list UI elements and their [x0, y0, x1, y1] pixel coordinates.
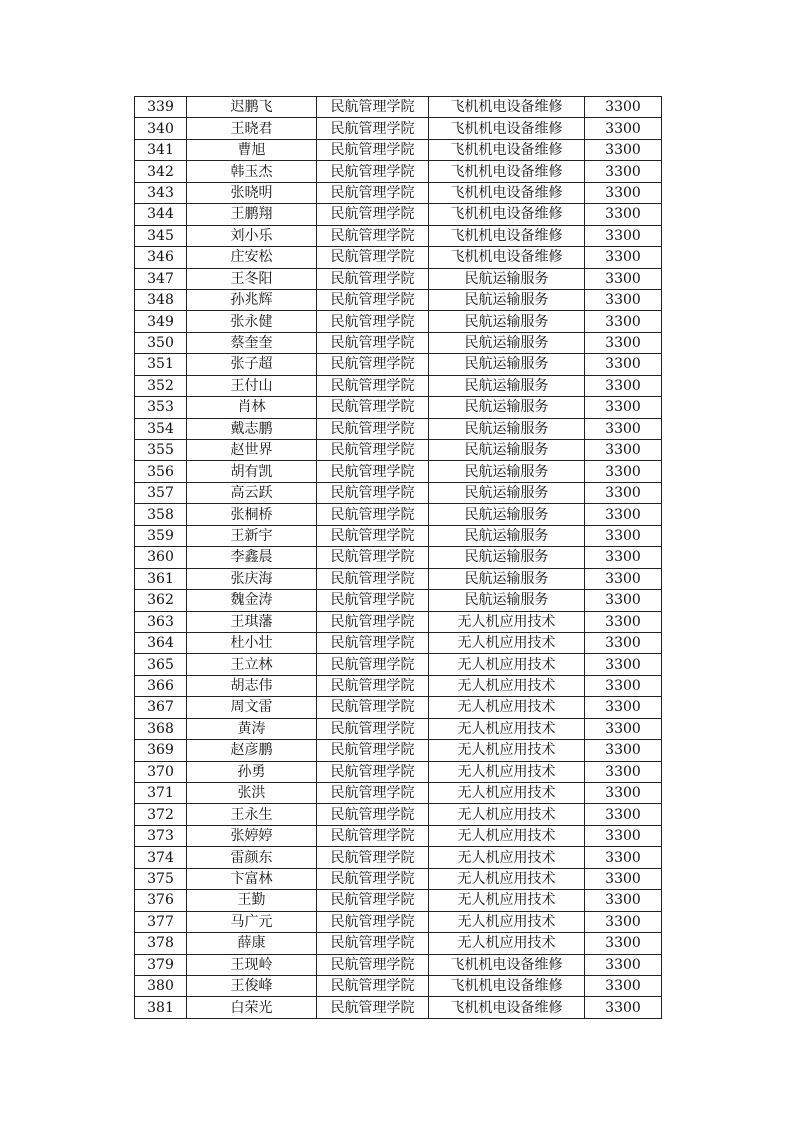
- major-cell: 无人机应用技术: [429, 740, 585, 761]
- major-cell: 飞机机电设备维修: [429, 97, 585, 118]
- college-cell: 民航管理学院: [317, 289, 429, 310]
- amount-cell: 3300: [585, 911, 662, 932]
- amount-cell: 3300: [585, 697, 662, 718]
- table-row: [135, 590, 662, 611]
- name-cell: 王俊峰: [187, 975, 317, 996]
- college-cell: 民航管理学院: [317, 632, 429, 653]
- college-cell: 民航管理学院: [317, 97, 429, 118]
- name-cell: 王琪藩: [187, 611, 317, 632]
- name-cell: 刘小乐: [187, 225, 317, 246]
- college-cell: 民航管理学院: [317, 825, 429, 846]
- row-number-cell: 365: [135, 654, 187, 675]
- college-cell: 民航管理学院: [317, 675, 429, 696]
- table-row: [135, 933, 662, 954]
- table-row: [135, 804, 662, 825]
- major-cell: 民航运输服务: [429, 354, 585, 375]
- name-cell: 李鑫晨: [187, 547, 317, 568]
- row-number-cell: 376: [135, 890, 187, 911]
- row-number-cell: 363: [135, 611, 187, 632]
- college-cell: 民航管理学院: [317, 697, 429, 718]
- college-cell: 民航管理学院: [317, 847, 429, 868]
- amount-cell: 3300: [585, 332, 662, 353]
- row-number-cell: 350: [135, 332, 187, 353]
- amount-cell: 3300: [585, 783, 662, 804]
- college-cell: 民航管理学院: [317, 482, 429, 503]
- major-cell: 无人机应用技术: [429, 783, 585, 804]
- table-row: [135, 611, 662, 632]
- major-cell: 无人机应用技术: [429, 632, 585, 653]
- college-cell: 民航管理学院: [317, 225, 429, 246]
- table-row: [135, 375, 662, 396]
- table-row: [135, 204, 662, 225]
- row-number-cell: 348: [135, 289, 187, 310]
- row-number-cell: 345: [135, 225, 187, 246]
- major-cell: 民航运输服务: [429, 440, 585, 461]
- college-cell: 民航管理学院: [317, 954, 429, 975]
- college-cell: 民航管理学院: [317, 440, 429, 461]
- amount-cell: 3300: [585, 440, 662, 461]
- row-number-cell: 342: [135, 161, 187, 182]
- row-number-cell: 343: [135, 182, 187, 203]
- amount-cell: 3300: [585, 761, 662, 782]
- amount-cell: 3300: [585, 225, 662, 246]
- college-cell: 民航管理学院: [317, 740, 429, 761]
- table-row: [135, 418, 662, 439]
- table-row: [135, 482, 662, 503]
- amount-cell: 3300: [585, 740, 662, 761]
- row-number-cell: 361: [135, 568, 187, 589]
- table-row: [135, 247, 662, 268]
- table-row: [135, 718, 662, 739]
- table-row: [135, 354, 662, 375]
- name-cell: 王勤: [187, 890, 317, 911]
- table-row: [135, 182, 662, 203]
- major-cell: 民航运输服务: [429, 590, 585, 611]
- college-cell: 民航管理学院: [317, 247, 429, 268]
- row-number-cell: 370: [135, 761, 187, 782]
- amount-cell: 3300: [585, 461, 662, 482]
- college-cell: 民航管理学院: [317, 311, 429, 332]
- row-number-cell: 378: [135, 933, 187, 954]
- amount-cell: 3300: [585, 247, 662, 268]
- roster-table: [134, 96, 662, 1019]
- table-row: [135, 654, 662, 675]
- major-cell: 飞机机电设备维修: [429, 954, 585, 975]
- name-cell: 薛康: [187, 933, 317, 954]
- major-cell: 民航运输服务: [429, 482, 585, 503]
- name-cell: 王永生: [187, 804, 317, 825]
- amount-cell: 3300: [585, 504, 662, 525]
- amount-cell: 3300: [585, 868, 662, 889]
- college-cell: 民航管理学院: [317, 118, 429, 139]
- name-cell: 王冬阳: [187, 268, 317, 289]
- college-cell: 民航管理学院: [317, 504, 429, 525]
- major-cell: 无人机应用技术: [429, 611, 585, 632]
- major-cell: 无人机应用技术: [429, 868, 585, 889]
- college-cell: 民航管理学院: [317, 654, 429, 675]
- table-row: [135, 911, 662, 932]
- name-cell: 胡志伟: [187, 675, 317, 696]
- row-number-cell: 346: [135, 247, 187, 268]
- college-cell: 民航管理学院: [317, 161, 429, 182]
- name-cell: 张洪: [187, 783, 317, 804]
- amount-cell: 3300: [585, 825, 662, 846]
- name-cell: 孙勇: [187, 761, 317, 782]
- major-cell: 无人机应用技术: [429, 761, 585, 782]
- table-row: [135, 268, 662, 289]
- name-cell: 周文雷: [187, 697, 317, 718]
- amount-cell: 3300: [585, 97, 662, 118]
- major-cell: 飞机机电设备维修: [429, 247, 585, 268]
- amount-cell: 3300: [585, 611, 662, 632]
- name-cell: 张永健: [187, 311, 317, 332]
- major-cell: 无人机应用技术: [429, 825, 585, 846]
- row-number-cell: 340: [135, 118, 187, 139]
- amount-cell: 3300: [585, 804, 662, 825]
- major-cell: 民航运输服务: [429, 461, 585, 482]
- college-cell: 民航管理学院: [317, 568, 429, 589]
- amount-cell: 3300: [585, 139, 662, 160]
- row-number-cell: 368: [135, 718, 187, 739]
- table-row: [135, 461, 662, 482]
- major-cell: 民航运输服务: [429, 311, 585, 332]
- table-row: [135, 289, 662, 310]
- college-cell: 民航管理学院: [317, 525, 429, 546]
- major-cell: 民航运输服务: [429, 289, 585, 310]
- row-number-cell: 374: [135, 847, 187, 868]
- college-cell: 民航管理学院: [317, 182, 429, 203]
- name-cell: 张晓明: [187, 182, 317, 203]
- college-cell: 民航管理学院: [317, 375, 429, 396]
- major-cell: 民航运输服务: [429, 547, 585, 568]
- row-number-cell: 375: [135, 868, 187, 889]
- amount-cell: 3300: [585, 418, 662, 439]
- name-cell: 赵彦鹏: [187, 740, 317, 761]
- major-cell: 飞机机电设备维修: [429, 161, 585, 182]
- table-row: [135, 568, 662, 589]
- college-cell: 民航管理学院: [317, 997, 429, 1018]
- major-cell: 飞机机电设备维修: [429, 975, 585, 996]
- row-number-cell: 358: [135, 504, 187, 525]
- table-row: [135, 139, 662, 160]
- row-number-cell: 373: [135, 825, 187, 846]
- name-cell: 王立林: [187, 654, 317, 675]
- amount-cell: 3300: [585, 397, 662, 418]
- college-cell: 民航管理学院: [317, 890, 429, 911]
- amount-cell: 3300: [585, 654, 662, 675]
- name-cell: 王新宇: [187, 525, 317, 546]
- college-cell: 民航管理学院: [317, 332, 429, 353]
- row-number-cell: 341: [135, 139, 187, 160]
- table-row: [135, 97, 662, 118]
- row-number-cell: 377: [135, 911, 187, 932]
- amount-cell: 3300: [585, 568, 662, 589]
- major-cell: 无人机应用技术: [429, 847, 585, 868]
- table-row: [135, 847, 662, 868]
- table-row: [135, 825, 662, 846]
- name-cell: 张子超: [187, 354, 317, 375]
- major-cell: 无人机应用技术: [429, 933, 585, 954]
- name-cell: 孙兆辉: [187, 289, 317, 310]
- table-row: [135, 761, 662, 782]
- college-cell: 民航管理学院: [317, 547, 429, 568]
- row-number-cell: 362: [135, 590, 187, 611]
- name-cell: 高云跃: [187, 482, 317, 503]
- name-cell: 白荣光: [187, 997, 317, 1018]
- college-cell: 民航管理学院: [317, 461, 429, 482]
- college-cell: 民航管理学院: [317, 397, 429, 418]
- major-cell: 无人机应用技术: [429, 654, 585, 675]
- major-cell: 无人机应用技术: [429, 675, 585, 696]
- major-cell: 无人机应用技术: [429, 718, 585, 739]
- amount-cell: 3300: [585, 354, 662, 375]
- table-row: [135, 504, 662, 525]
- row-number-cell: 359: [135, 525, 187, 546]
- table-row: [135, 332, 662, 353]
- row-number-cell: 349: [135, 311, 187, 332]
- major-cell: 飞机机电设备维修: [429, 118, 585, 139]
- college-cell: 民航管理学院: [317, 933, 429, 954]
- row-number-cell: 344: [135, 204, 187, 225]
- name-cell: 胡有凯: [187, 461, 317, 482]
- major-cell: 飞机机电设备维修: [429, 225, 585, 246]
- amount-cell: 3300: [585, 311, 662, 332]
- college-cell: 民航管理学院: [317, 204, 429, 225]
- major-cell: 民航运输服务: [429, 332, 585, 353]
- amount-cell: 3300: [585, 375, 662, 396]
- amount-cell: 3300: [585, 118, 662, 139]
- college-cell: 民航管理学院: [317, 804, 429, 825]
- amount-cell: 3300: [585, 997, 662, 1018]
- name-cell: 黄涛: [187, 718, 317, 739]
- name-cell: 王付山: [187, 375, 317, 396]
- name-cell: 张婷婷: [187, 825, 317, 846]
- table-row: [135, 161, 662, 182]
- name-cell: 马广元: [187, 911, 317, 932]
- college-cell: 民航管理学院: [317, 718, 429, 739]
- major-cell: 无人机应用技术: [429, 911, 585, 932]
- table-row: [135, 740, 662, 761]
- amount-cell: 3300: [585, 289, 662, 310]
- major-cell: 飞机机电设备维修: [429, 997, 585, 1018]
- amount-cell: 3300: [585, 954, 662, 975]
- table-row: [135, 997, 662, 1018]
- table-row: [135, 954, 662, 975]
- amount-cell: 3300: [585, 525, 662, 546]
- row-number-cell: 352: [135, 375, 187, 396]
- name-cell: 卞富林: [187, 868, 317, 889]
- name-cell: 王现岭: [187, 954, 317, 975]
- table-row: [135, 547, 662, 568]
- name-cell: 张桐桥: [187, 504, 317, 525]
- amount-cell: 3300: [585, 847, 662, 868]
- table-row: [135, 868, 662, 889]
- major-cell: 民航运输服务: [429, 504, 585, 525]
- table-row: [135, 440, 662, 461]
- roster-table-body: [135, 97, 662, 1019]
- row-number-cell: 367: [135, 697, 187, 718]
- name-cell: 蔡奎奎: [187, 332, 317, 353]
- name-cell: 王晓君: [187, 118, 317, 139]
- row-number-cell: 354: [135, 418, 187, 439]
- row-number-cell: 379: [135, 954, 187, 975]
- row-number-cell: 364: [135, 632, 187, 653]
- major-cell: 飞机机电设备维修: [429, 139, 585, 160]
- name-cell: 韩玉杰: [187, 161, 317, 182]
- amount-cell: 3300: [585, 590, 662, 611]
- college-cell: 民航管理学院: [317, 911, 429, 932]
- table-row: [135, 975, 662, 996]
- table-row: [135, 225, 662, 246]
- major-cell: 民航运输服务: [429, 397, 585, 418]
- table-row: [135, 118, 662, 139]
- major-cell: 民航运输服务: [429, 375, 585, 396]
- name-cell: 庄安松: [187, 247, 317, 268]
- row-number-cell: 371: [135, 783, 187, 804]
- table-row: [135, 397, 662, 418]
- amount-cell: 3300: [585, 890, 662, 911]
- amount-cell: 3300: [585, 482, 662, 503]
- table-row: [135, 311, 662, 332]
- college-cell: 民航管理学院: [317, 611, 429, 632]
- college-cell: 民航管理学院: [317, 354, 429, 375]
- major-cell: 民航运输服务: [429, 268, 585, 289]
- row-number-cell: 366: [135, 675, 187, 696]
- major-cell: 民航运输服务: [429, 525, 585, 546]
- college-cell: 民航管理学院: [317, 783, 429, 804]
- major-cell: 民航运输服务: [429, 568, 585, 589]
- table-row: [135, 697, 662, 718]
- amount-cell: 3300: [585, 268, 662, 289]
- amount-cell: 3300: [585, 547, 662, 568]
- college-cell: 民航管理学院: [317, 868, 429, 889]
- row-number-cell: 339: [135, 97, 187, 118]
- table-row: [135, 632, 662, 653]
- row-number-cell: 347: [135, 268, 187, 289]
- college-cell: 民航管理学院: [317, 975, 429, 996]
- name-cell: 肖林: [187, 397, 317, 418]
- name-cell: 魏金涛: [187, 590, 317, 611]
- row-number-cell: 381: [135, 997, 187, 1018]
- name-cell: 雷颜东: [187, 847, 317, 868]
- row-number-cell: 356: [135, 461, 187, 482]
- amount-cell: 3300: [585, 204, 662, 225]
- table-row: [135, 675, 662, 696]
- row-number-cell: 380: [135, 975, 187, 996]
- college-cell: 民航管理学院: [317, 590, 429, 611]
- row-number-cell: 372: [135, 804, 187, 825]
- name-cell: 赵世界: [187, 440, 317, 461]
- table-row: [135, 890, 662, 911]
- table-row: [135, 783, 662, 804]
- amount-cell: 3300: [585, 975, 662, 996]
- major-cell: 无人机应用技术: [429, 804, 585, 825]
- row-number-cell: 357: [135, 482, 187, 503]
- name-cell: 杜小壮: [187, 632, 317, 653]
- row-number-cell: 360: [135, 547, 187, 568]
- college-cell: 民航管理学院: [317, 761, 429, 782]
- college-cell: 民航管理学院: [317, 139, 429, 160]
- amount-cell: 3300: [585, 182, 662, 203]
- name-cell: 王鹏翔: [187, 204, 317, 225]
- amount-cell: 3300: [585, 632, 662, 653]
- college-cell: 民航管理学院: [317, 418, 429, 439]
- major-cell: 飞机机电设备维修: [429, 182, 585, 203]
- row-number-cell: 369: [135, 740, 187, 761]
- major-cell: 无人机应用技术: [429, 890, 585, 911]
- name-cell: 迟鹏飞: [187, 97, 317, 118]
- amount-cell: 3300: [585, 933, 662, 954]
- college-cell: 民航管理学院: [317, 268, 429, 289]
- row-number-cell: 351: [135, 354, 187, 375]
- table-row: [135, 525, 662, 546]
- name-cell: 曹旭: [187, 139, 317, 160]
- major-cell: 飞机机电设备维修: [429, 204, 585, 225]
- amount-cell: 3300: [585, 718, 662, 739]
- row-number-cell: 355: [135, 440, 187, 461]
- amount-cell: 3300: [585, 161, 662, 182]
- name-cell: 戴志鹏: [187, 418, 317, 439]
- major-cell: 无人机应用技术: [429, 697, 585, 718]
- major-cell: 民航运输服务: [429, 418, 585, 439]
- amount-cell: 3300: [585, 675, 662, 696]
- row-number-cell: 353: [135, 397, 187, 418]
- name-cell: 张庆海: [187, 568, 317, 589]
